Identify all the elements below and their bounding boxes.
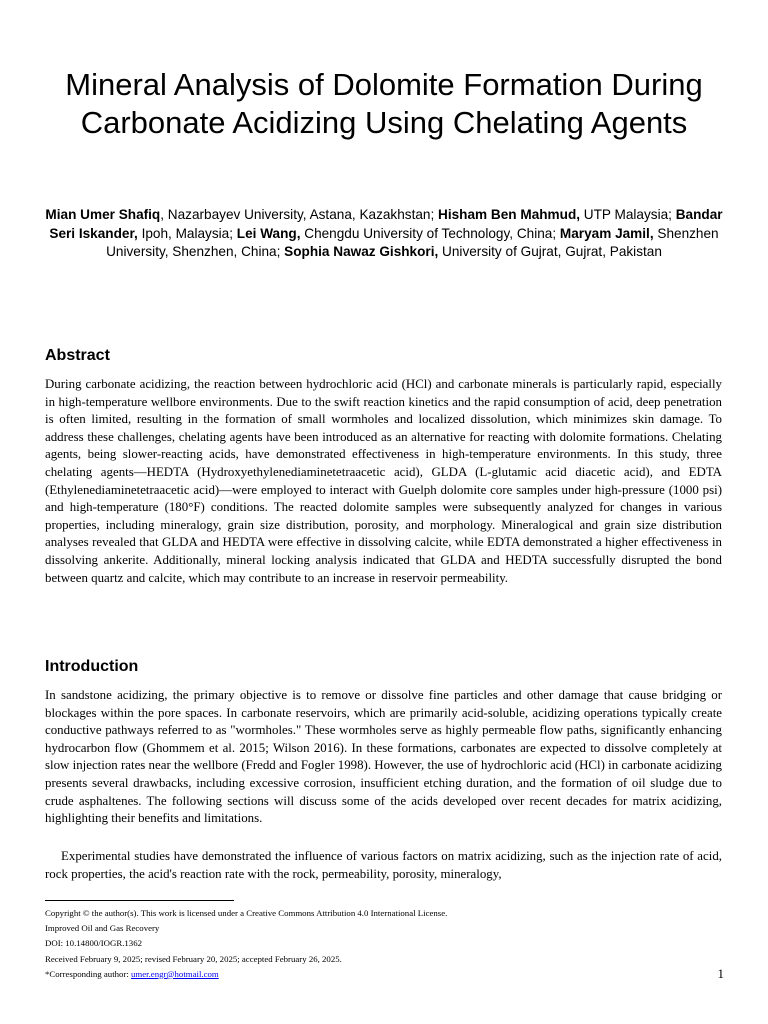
author-affiliation: Shenzhen University, Shenzhen, China;: [106, 225, 719, 259]
author-affiliation: University of Gujrat, Gujrat, Pakistan: [438, 244, 662, 259]
corresponding-author-label: *Corresponding author:: [45, 968, 132, 979]
abstract-heading: Abstract: [45, 347, 110, 364]
abstract-text: During carbonate acidizing, the reaction between hydrochloric acid (HCl) and carbonate minerals is particularly rapid, especially in high-temperature wellbore environments. Due to the swift reaction kinetics and the rapid consumption of acid, deep penetration is often limited, resulting in the formation of small wormholes and localized dissolution, which minimizes skin damage. To address these challenges, chelating agents have been introduced as an alternative for reacting with dolomite formations. Chelating agents, being slower-reacting acids, have demonstrated effectiveness in high-temperature environments. In this study, three chelating agents—HEDTA (Hydroxyethylenediaminetetraacetic acid), GLDA (L-glutamic acid diacetic acid), and EDTA (Ethylenediaminetetraacetic acid)—were employed to interact with Guelph dolomite core samples under high-pressure (1000 psi) and high-temperature (180°F) conditions. The reacted dolomite samples were subsequently analyzed for changes in various properties, including mineralogy, grain size distribution, porosity, and morphology. Mineralogical and grain size distribution analyses revealed that GLDA and HEDTA were effective in dissolving calcite, while EDTA demonstrated a higher effectiveness in dissolving ankerite. Additionally, mineral locking analysis indicated that GLDA and HEDTA successfully disrupted the bond between quartz and calcite, which may contribute to an increase in reservoir permeability.: [45, 377, 722, 585]
introduction-paragraph: In sandstone acidizing, the primary objective is to remove or dissolve fine particles and other damage that cause bridging or blockages within the pore spaces. In carbonate reservoirs, which are primarily acid-soluble, acidizing operations typically create conductive pathways referred to as "wormholes." These wormholes serve as highly permeable flow paths, significantly enhancing hydrocarbon flow (Ghommem et al. 2015; Wilson 2016). In these formations, carbonates are expected to dissolve completely at slow injection rates near the wellbore (Fredd and Fogler 1998). However, the use of hydrochloric acid (HCl) in carbonate acidizing presents several drawbacks, including excessive corrosion, insufficient etching duration, and the formation of oil sludge due to crude asphaltenes. The following sections will discuss some of the acids developed over recent decades for matrix acidizing, highlighting their benefits and limitations.: [45, 688, 722, 826]
footnotes: [45, 906, 645, 982]
author-name: Bandar Seri Iskander,: [49, 207, 723, 241]
copyright-notice: Copyright © the author(s). This work is licensed under a Creative Commons Attribution 4.0 International License.: [45, 908, 448, 918]
author-affiliation: Chengdu University of Technology, China;: [300, 225, 560, 241]
author-name: Hisham Ben Mahmud,: [438, 207, 581, 222]
doi: DOI: 10.14800/IOGR.1362: [45, 938, 143, 949]
author-affiliation: , Nazarbayev University, Astana, Kazakhstan;: [160, 207, 439, 222]
corresponding-author: [45, 967, 645, 982]
author-name: Maryam Jamil,: [559, 225, 654, 241]
author-name: Mian Umer Shafiq: [45, 207, 161, 222]
paper-title: Mineral Analysis of Dolomite Formation During Carbonate Acidizing Using Chelating Agents: [65, 67, 703, 140]
author-affiliation: UTP Malaysia;: [580, 207, 676, 222]
submission-dates: Received February 9, 2025; revised February 20, 2025; accepted February 26, 2025.: [45, 953, 342, 964]
author-affiliation: Ipoh, Malaysia;: [137, 225, 237, 241]
author-name: Lei Wang,: [236, 225, 301, 241]
journal-name: Improved Oil and Gas Recovery: [45, 923, 160, 934]
footnote-divider: [45, 900, 234, 901]
author-list: [44, 206, 724, 262]
page-number: 1: [717, 966, 724, 981]
introduction-paragraph: Experimental studies have demonstrated the influence of various factors on matrix acidizing, such as the injection rate of acid, rock properties, the acid's reaction rate with the rock, permeability, porosity, mineralogy,: [45, 849, 722, 881]
corresponding-email-link[interactable]: umer.engr@hotmail.com: [131, 968, 219, 979]
author-name: Sophia Nawaz Gishkori,: [284, 244, 439, 259]
introduction-heading: Introduction: [45, 658, 139, 675]
